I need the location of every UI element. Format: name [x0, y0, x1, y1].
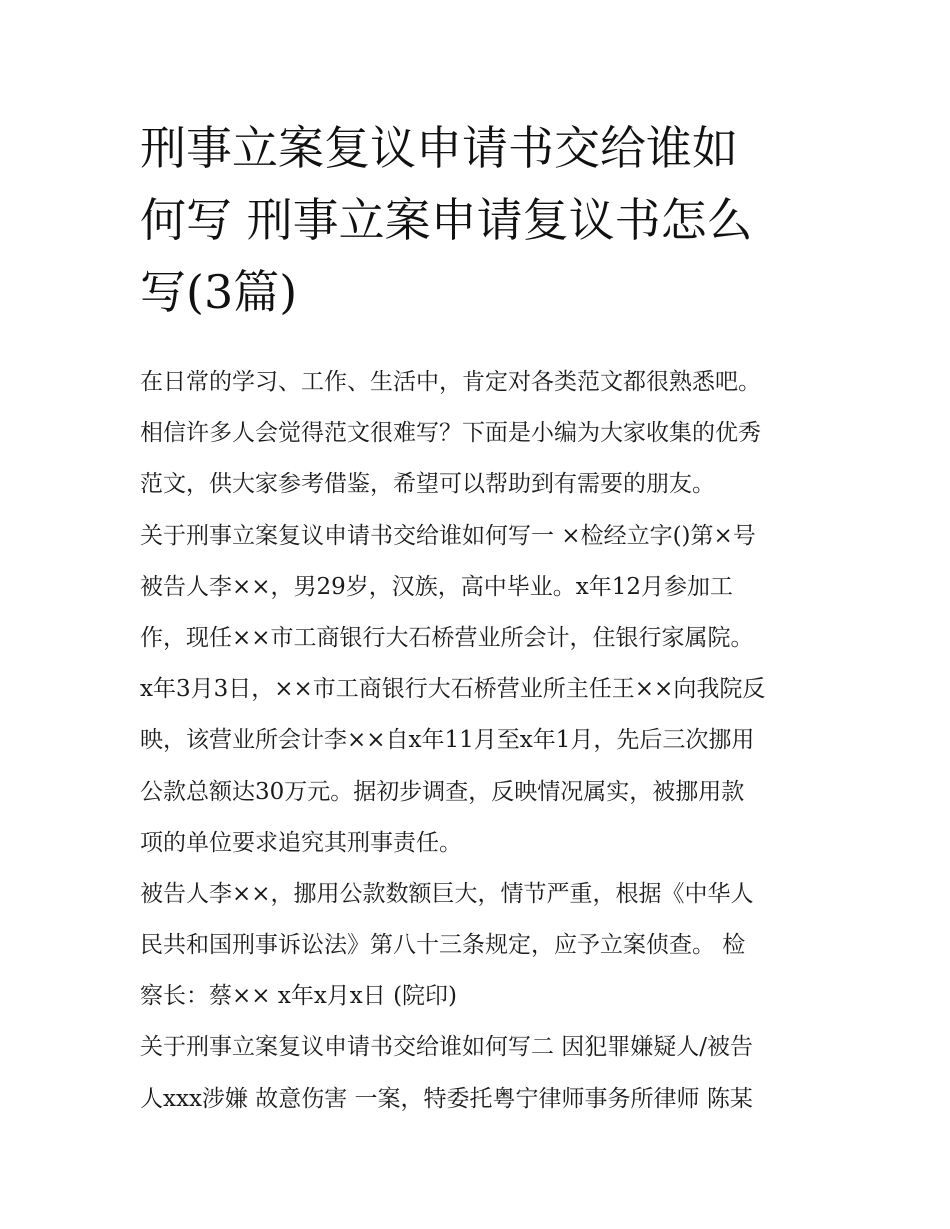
body-line: 公款总额达30万元。据初步调查，反映情况属实，被挪用款 — [140, 778, 745, 805]
document-title — [140, 112, 820, 328]
body-line: 映，该营业所会计李××自x年11月至x年1月，先后三次挪用 — [140, 727, 755, 754]
document-body — [140, 357, 820, 1125]
body-line: 在日常的学习、工作、生活中，肯定对各类范文都很熟悉吧。 — [140, 369, 761, 395]
body-line: x年3月3日，××市工商银行大石桥营业所主任王××向我院反 — [140, 676, 766, 703]
body-line: 关于刑事立案复议申请书交给谁如何写一 ×检经立字()第×号 — [140, 522, 756, 549]
body-line: 相信许多人会觉得范文很难写？下面是小编为大家收集的优秀 — [140, 420, 761, 447]
title-line: 刑事立案复议申请书交给谁如 — [140, 121, 738, 175]
body-line: 关于刑事立案复议申请书交给谁如何写二 因犯罪嫌疑人/被告 — [140, 1034, 754, 1061]
body-line: 被告人李××，挪用公款数额巨大，情节严重，根据《中华人 — [140, 880, 754, 907]
body-line: 民共和国刑事诉讼法》第八十三条规定，应予立案侦查。 检 — [140, 932, 746, 959]
body-line: 被告人李××，男29岁，汉族，高中毕业。x年12月参加工 — [140, 573, 734, 600]
body-line: 项的单位要求追究其刑事责任。 — [140, 829, 462, 856]
title-line: 写(3篇) — [140, 265, 298, 319]
body-line: 作，现任××市工商银行大石桥营业所会计，住银行家属院。 — [140, 624, 754, 651]
title-line: 何写 刑事立案申请复议书怎么 — [140, 193, 753, 247]
body-line: 范文，供大家参考借鉴，希望可以帮助到有需要的朋友。 — [140, 471, 715, 498]
body-line: 察长：蔡×× x年x月x日 (院印) — [140, 983, 458, 1010]
body-line: 人xxx涉嫌 故意伤害 一案，特委托粤宁律师事务所律师 陈某 — [140, 1085, 753, 1112]
